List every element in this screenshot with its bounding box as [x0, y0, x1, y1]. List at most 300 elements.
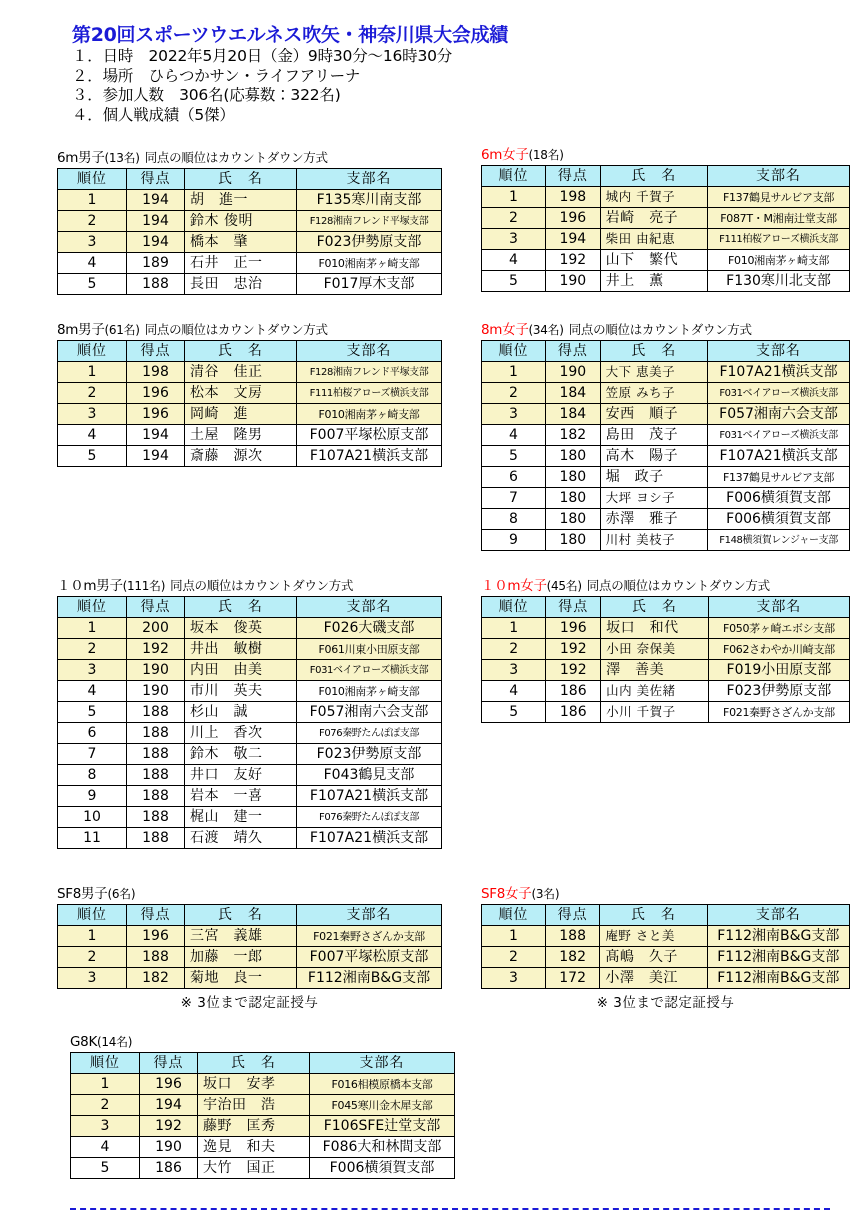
column-header-score: 得点 — [127, 341, 185, 362]
branch-name: F006横須賀支部 — [329, 1159, 435, 1176]
cell-name — [185, 765, 297, 786]
cell-name — [601, 660, 709, 681]
cell-score: 180 — [546, 509, 601, 530]
table-row — [482, 968, 850, 989]
cell-score: 188 — [127, 828, 185, 849]
cell-name — [198, 1095, 310, 1116]
cell-score: 190 — [127, 681, 185, 702]
table-row — [482, 947, 850, 968]
column-header-branch: 支部名 — [310, 1053, 455, 1074]
column-header-branch: 支部名 — [297, 597, 442, 618]
certificate-note: ※ 3位まで認定証授与 — [180, 995, 319, 1011]
cell-name — [185, 828, 297, 849]
table-row — [58, 968, 442, 989]
event-info-list — [72, 47, 452, 125]
cell-name — [185, 383, 297, 404]
column-header-rank: 順位 — [482, 905, 546, 926]
competitor-name: 井出 敏樹 — [190, 640, 263, 657]
cell-branch — [708, 208, 850, 229]
table-header-row — [58, 169, 442, 190]
cell-rank: 6 — [58, 723, 127, 744]
results-block-sf8-mens — [57, 887, 442, 1011]
cell-branch — [297, 786, 442, 807]
table-row — [482, 467, 850, 488]
table-header-row — [482, 597, 850, 618]
competitor-name: 大竹 国正 — [203, 1159, 276, 1176]
table-row — [58, 362, 442, 383]
cell-name — [185, 968, 297, 989]
cell-score: 186 — [546, 681, 601, 702]
branch-name: F062さわやか川崎支部 — [723, 642, 835, 656]
cell-rank: 3 — [58, 232, 127, 253]
cell-branch — [708, 271, 850, 292]
table-row — [482, 530, 850, 551]
cell-rank: 3 — [482, 968, 546, 989]
table-row — [482, 488, 850, 509]
cell-name — [185, 425, 297, 446]
table-row — [71, 1074, 455, 1095]
cell-name — [600, 446, 707, 467]
cell-score: 196 — [127, 404, 185, 425]
cell-rank: 1 — [482, 362, 546, 383]
block-category-label: G8K — [70, 1034, 98, 1050]
table-row — [58, 618, 442, 639]
cell-rank: 3 — [482, 404, 546, 425]
column-header-name: 氏 名 — [600, 905, 707, 926]
cell-branch — [708, 187, 850, 208]
cell-score: 192 — [546, 250, 601, 271]
table-row — [71, 1158, 455, 1179]
cell-score: 190 — [546, 271, 601, 292]
column-header-name: 氏 名 — [185, 905, 297, 926]
block-entrant-count: (61名) — [104, 323, 140, 337]
column-header-name: 氏 名 — [601, 597, 709, 618]
competitor-name: 加藤 一郎 — [190, 948, 263, 965]
cell-score: 184 — [546, 383, 601, 404]
block-category-label: 8m男子 — [57, 322, 105, 338]
column-header-rank: 順位 — [482, 341, 546, 362]
branch-name: F023伊勢原支部 — [316, 233, 422, 250]
cell-rank: 5 — [58, 274, 127, 295]
block-category-label: １０m男子 — [57, 578, 123, 594]
block-entrant-count: (45名) — [546, 579, 582, 593]
cell-name — [198, 1158, 310, 1179]
branch-name: F031ベイアローズ横浜支部 — [309, 665, 429, 676]
cell-name — [185, 744, 297, 765]
cell-score: 198 — [127, 362, 185, 383]
table-row — [58, 765, 442, 786]
competitor-name: 赤澤 雅子 — [605, 510, 679, 527]
branch-name: F076秦野たんぽぽ支部 — [318, 728, 420, 739]
cell-branch — [707, 968, 849, 989]
table-row — [58, 702, 442, 723]
table-row — [482, 208, 850, 229]
cell-branch — [297, 639, 442, 660]
cell-rank: 5 — [71, 1158, 140, 1179]
competitor-name: 坂口 安孝 — [203, 1075, 276, 1092]
results-block-10m-womens — [481, 578, 850, 723]
branch-name: F021秦野さざんか支部 — [313, 929, 425, 943]
block-category-label: SF8男子 — [57, 886, 108, 902]
table-row — [58, 639, 442, 660]
cell-score: 194 — [127, 446, 185, 467]
column-header-score: 得点 — [546, 597, 601, 618]
cell-score: 188 — [127, 765, 185, 786]
table-row — [482, 702, 850, 723]
block-category-label: 6m女子 — [481, 147, 529, 163]
cell-name — [198, 1137, 310, 1158]
cell-rank: 4 — [482, 250, 546, 271]
competitor-name: 澤 善美 — [606, 661, 665, 678]
block-countdown-note: 同点の順位はカウントダウン方式 — [144, 150, 328, 165]
branch-name: F017厚木支部 — [323, 275, 415, 292]
cell-branch — [297, 968, 442, 989]
cell-rank: 10 — [58, 807, 127, 828]
event-info-line: ２．場所 ひらつかサン・ライフアリーナ — [72, 66, 361, 85]
column-header-branch: 支部名 — [707, 905, 849, 926]
table-row — [482, 446, 850, 467]
branch-name: F023伊勢原支部 — [726, 682, 832, 699]
cell-rank: 1 — [71, 1074, 140, 1095]
competitor-name: 安西 順子 — [605, 405, 679, 422]
cell-name — [185, 947, 297, 968]
competitor-name: 井上 薫 — [605, 272, 664, 289]
cell-name — [600, 250, 707, 271]
competitor-name: 宇治田 浩 — [203, 1096, 276, 1113]
table-header-row — [482, 341, 850, 362]
table-row — [58, 681, 442, 702]
competitor-name: 岩本 一喜 — [190, 787, 263, 804]
block-entrant-count: (34名) — [528, 323, 564, 337]
cell-score: 186 — [546, 702, 601, 723]
cell-score: 188 — [127, 786, 185, 807]
results-table — [57, 904, 442, 989]
cell-rank: 2 — [482, 947, 546, 968]
cell-score: 192 — [546, 660, 601, 681]
results-block-6m-womens — [481, 148, 850, 292]
cell-branch — [708, 618, 849, 639]
cell-rank: 4 — [58, 253, 127, 274]
branch-name: F111柏桜アローズ横浜支部 — [719, 234, 838, 245]
column-header-name: 氏 名 — [198, 1053, 310, 1074]
competitor-name: 藤野 匡秀 — [203, 1117, 276, 1134]
results-table — [57, 596, 442, 849]
branch-name: F137鶴見サルビア支部 — [722, 190, 835, 204]
results-table — [481, 165, 850, 292]
cell-branch — [297, 947, 442, 968]
cell-name — [600, 530, 707, 551]
cell-name — [185, 926, 297, 947]
competitor-name: 土屋 隆男 — [190, 426, 263, 443]
event-info-line: ３．参加人数 306名(応募数：322名) — [72, 86, 341, 104]
branch-name: F026大磯支部 — [323, 619, 415, 636]
branch-name: F086大和林間支部 — [322, 1138, 442, 1155]
cell-branch — [297, 828, 442, 849]
column-header-rank: 順位 — [58, 169, 127, 190]
table-row — [482, 271, 850, 292]
block-caption — [70, 1035, 455, 1050]
cell-name — [185, 274, 297, 295]
cell-rank: 4 — [482, 425, 546, 446]
competitor-name: 小澤 美江 — [605, 969, 678, 986]
competitor-name: 山下 繁代 — [605, 251, 679, 268]
cell-branch — [708, 681, 849, 702]
block-caption — [57, 887, 442, 902]
cell-name — [600, 208, 707, 229]
table-row — [58, 786, 442, 807]
cell-branch — [297, 765, 442, 786]
competitor-name: 市川 英夫 — [190, 682, 263, 699]
cell-branch — [297, 404, 442, 425]
table-header-row — [482, 166, 850, 187]
block-category-label: 8m女子 — [481, 322, 529, 338]
cell-name — [600, 968, 707, 989]
cell-name — [600, 383, 707, 404]
cell-name — [600, 404, 707, 425]
branch-name: F010湘南茅ヶ崎支部 — [318, 256, 420, 270]
table-row — [482, 926, 850, 947]
competitor-name: 石井 正一 — [190, 254, 263, 271]
cell-score: 182 — [546, 425, 601, 446]
table-row — [482, 639, 850, 660]
cell-name — [601, 618, 709, 639]
branch-name: F061川東小田原支部 — [318, 642, 420, 656]
cell-branch — [297, 681, 442, 702]
table-row — [58, 232, 442, 253]
cell-name — [198, 1116, 310, 1137]
column-header-rank: 順位 — [71, 1053, 140, 1074]
branch-name: F043鶴見支部 — [323, 766, 415, 783]
table-row — [482, 425, 850, 446]
cell-rank: 4 — [58, 425, 127, 446]
cell-rank: 5 — [482, 446, 546, 467]
cell-branch — [708, 702, 849, 723]
results-block-6m-mens — [57, 150, 442, 295]
cell-score: 196 — [546, 208, 601, 229]
cell-name — [185, 807, 297, 828]
cell-rank: 3 — [482, 229, 546, 250]
column-header-rank: 順位 — [58, 905, 127, 926]
cell-rank: 1 — [58, 618, 127, 639]
branch-name: F087T・M湘南辻堂支部 — [720, 211, 837, 225]
column-header-name: 氏 名 — [600, 166, 707, 187]
cell-rank: 6 — [482, 467, 546, 488]
cell-rank: 3 — [482, 660, 546, 681]
competitor-name: 坂本 俊英 — [190, 619, 263, 636]
cell-branch — [297, 362, 442, 383]
branch-name: F023伊勢原支部 — [316, 745, 422, 762]
cell-name — [600, 509, 707, 530]
cell-rank: 3 — [58, 404, 127, 425]
column-header-branch: 支部名 — [297, 905, 442, 926]
cell-name — [600, 488, 707, 509]
branch-name: F007平塚松原支部 — [309, 948, 429, 965]
cell-name — [185, 618, 297, 639]
competitor-name: 大下 恵美子 — [605, 364, 676, 379]
cell-score: 192 — [140, 1116, 198, 1137]
block-caption — [481, 322, 850, 338]
table-row — [58, 425, 442, 446]
table-row — [482, 250, 850, 271]
cell-name — [600, 926, 707, 947]
cell-branch — [297, 253, 442, 274]
cell-name — [185, 639, 297, 660]
block-category-label: SF8女子 — [481, 886, 532, 902]
table-row — [482, 404, 850, 425]
branch-name: F112湘南B&G支部 — [307, 969, 431, 986]
branch-name: F148横須賀レンジャー支部 — [719, 535, 838, 546]
branch-name: F050茅ヶ崎エボシ支部 — [723, 621, 835, 635]
table-row — [482, 229, 850, 250]
cell-name — [185, 362, 297, 383]
cell-score: 190 — [140, 1137, 198, 1158]
column-header-score: 得点 — [127, 169, 185, 190]
competitor-name: 坂口 和代 — [606, 619, 679, 636]
event-info-line: １．日時 2022年5月20日（金）9時30分〜16時30分 — [72, 47, 453, 65]
cell-rank: 4 — [58, 681, 127, 702]
cell-branch — [708, 639, 849, 660]
cell-name — [185, 660, 297, 681]
cell-score: 194 — [127, 211, 185, 232]
cell-score: 200 — [127, 618, 185, 639]
cell-name — [185, 681, 297, 702]
cell-branch — [297, 807, 442, 828]
competitor-name: 山内 美佐緒 — [606, 683, 676, 698]
branch-name: F137鶴見サルビア支部 — [722, 470, 835, 484]
block-entrant-count: (13名) — [104, 151, 140, 165]
results-block-g8k — [70, 1035, 455, 1179]
competitor-name: 長田 忠治 — [190, 275, 263, 292]
cell-score: 180 — [546, 467, 601, 488]
branch-name: F111柏桜アローズ横浜支部 — [309, 388, 429, 399]
cell-branch — [708, 446, 850, 467]
cell-rank: 7 — [58, 744, 127, 765]
branch-name: F031ベイアローズ横浜支部 — [719, 430, 838, 441]
branch-name: F128湘南フレンド平塚支部 — [309, 216, 429, 227]
cell-rank: 7 — [482, 488, 546, 509]
column-header-name: 氏 名 — [600, 341, 707, 362]
cell-name — [185, 253, 297, 274]
competitor-name: 井口 友好 — [190, 766, 263, 783]
cell-rank: 2 — [482, 639, 546, 660]
cell-rank: 2 — [482, 208, 546, 229]
cell-rank: 3 — [58, 660, 127, 681]
competitor-name: 菊地 良一 — [190, 969, 263, 986]
competitor-name: 大坪 ヨシ子 — [605, 490, 676, 505]
block-caption — [481, 148, 850, 163]
results-block-8m-womens — [481, 322, 850, 551]
cell-score: 196 — [140, 1074, 198, 1095]
table-row — [482, 383, 850, 404]
branch-name: F021秦野さざんか支部 — [723, 705, 835, 719]
branch-name: F016相模原橋本支部 — [331, 1077, 433, 1091]
cell-branch — [297, 446, 442, 467]
branch-name: F135寒川南支部 — [316, 191, 422, 208]
column-header-rank: 順位 — [482, 597, 546, 618]
cell-name — [601, 702, 709, 723]
cell-rank: 1 — [482, 187, 546, 208]
column-header-branch: 支部名 — [708, 341, 850, 362]
cell-score: 180 — [546, 488, 601, 509]
cell-branch — [708, 488, 850, 509]
cell-rank: 9 — [58, 786, 127, 807]
cell-rank: 5 — [58, 702, 127, 723]
column-header-rank: 順位 — [58, 341, 127, 362]
cell-branch — [297, 274, 442, 295]
competitor-name: 岩崎 亮子 — [605, 209, 679, 226]
block-entrant-count: (14名) — [97, 1035, 133, 1049]
branch-name: F010湘南茅ヶ崎支部 — [318, 407, 420, 421]
table-row — [58, 190, 442, 211]
cell-branch — [297, 926, 442, 947]
block-caption — [481, 578, 850, 594]
results-table — [70, 1052, 455, 1179]
cell-rank: 2 — [58, 383, 127, 404]
cell-rank: 1 — [482, 926, 546, 947]
cell-rank: 8 — [482, 509, 546, 530]
cell-branch — [708, 383, 850, 404]
branch-name: F107A21横浜支部 — [719, 447, 838, 464]
cell-branch — [297, 190, 442, 211]
table-row — [58, 947, 442, 968]
cell-rank: 4 — [71, 1137, 140, 1158]
branch-name: F057湘南六会支部 — [719, 405, 838, 422]
cell-name — [185, 211, 297, 232]
table-row — [58, 253, 442, 274]
cell-name — [600, 947, 707, 968]
cell-rank: 1 — [58, 362, 127, 383]
cell-name — [185, 446, 297, 467]
table-row — [71, 1116, 455, 1137]
cell-score: 180 — [546, 446, 601, 467]
branch-name: F076秦野たんぽぽ支部 — [318, 812, 420, 823]
table-row — [482, 681, 850, 702]
table-row — [482, 660, 850, 681]
column-header-score: 得点 — [546, 166, 601, 187]
block-caption — [481, 887, 850, 902]
cell-score: 194 — [127, 232, 185, 253]
results-table — [481, 904, 850, 989]
cell-branch — [708, 229, 850, 250]
competitor-name: 三宮 義雄 — [190, 927, 263, 944]
results-table — [481, 596, 850, 723]
cell-score: 172 — [545, 968, 600, 989]
cell-rank: 11 — [58, 828, 127, 849]
block-countdown-note: 同点の順位はカウントダウン方式 — [568, 322, 752, 337]
results-block-8m-mens — [57, 322, 442, 467]
table-row — [482, 362, 850, 383]
competitor-name: 梶山 建一 — [190, 808, 263, 825]
cell-score: 188 — [545, 926, 600, 947]
branch-name: F045寒川金木犀支部 — [331, 1098, 433, 1112]
results-table — [57, 340, 442, 467]
competitor-name: 小川 千賀子 — [606, 704, 676, 719]
table-row — [58, 723, 442, 744]
branch-name: F130寒川北支部 — [726, 272, 831, 289]
cell-name — [198, 1074, 310, 1095]
cell-branch — [310, 1116, 455, 1137]
competitor-name: 川上 香次 — [190, 724, 263, 741]
cell-score: 188 — [127, 702, 185, 723]
competitor-name: 斎藤 源次 — [190, 447, 263, 464]
cell-name — [600, 362, 707, 383]
cell-score: 189 — [127, 253, 185, 274]
column-header-score: 得点 — [545, 905, 600, 926]
competitor-name: 鈴木 敬二 — [190, 745, 263, 762]
cell-name — [600, 229, 707, 250]
branch-name: F031ベイアローズ横浜支部 — [719, 388, 838, 399]
cell-branch — [310, 1158, 455, 1179]
